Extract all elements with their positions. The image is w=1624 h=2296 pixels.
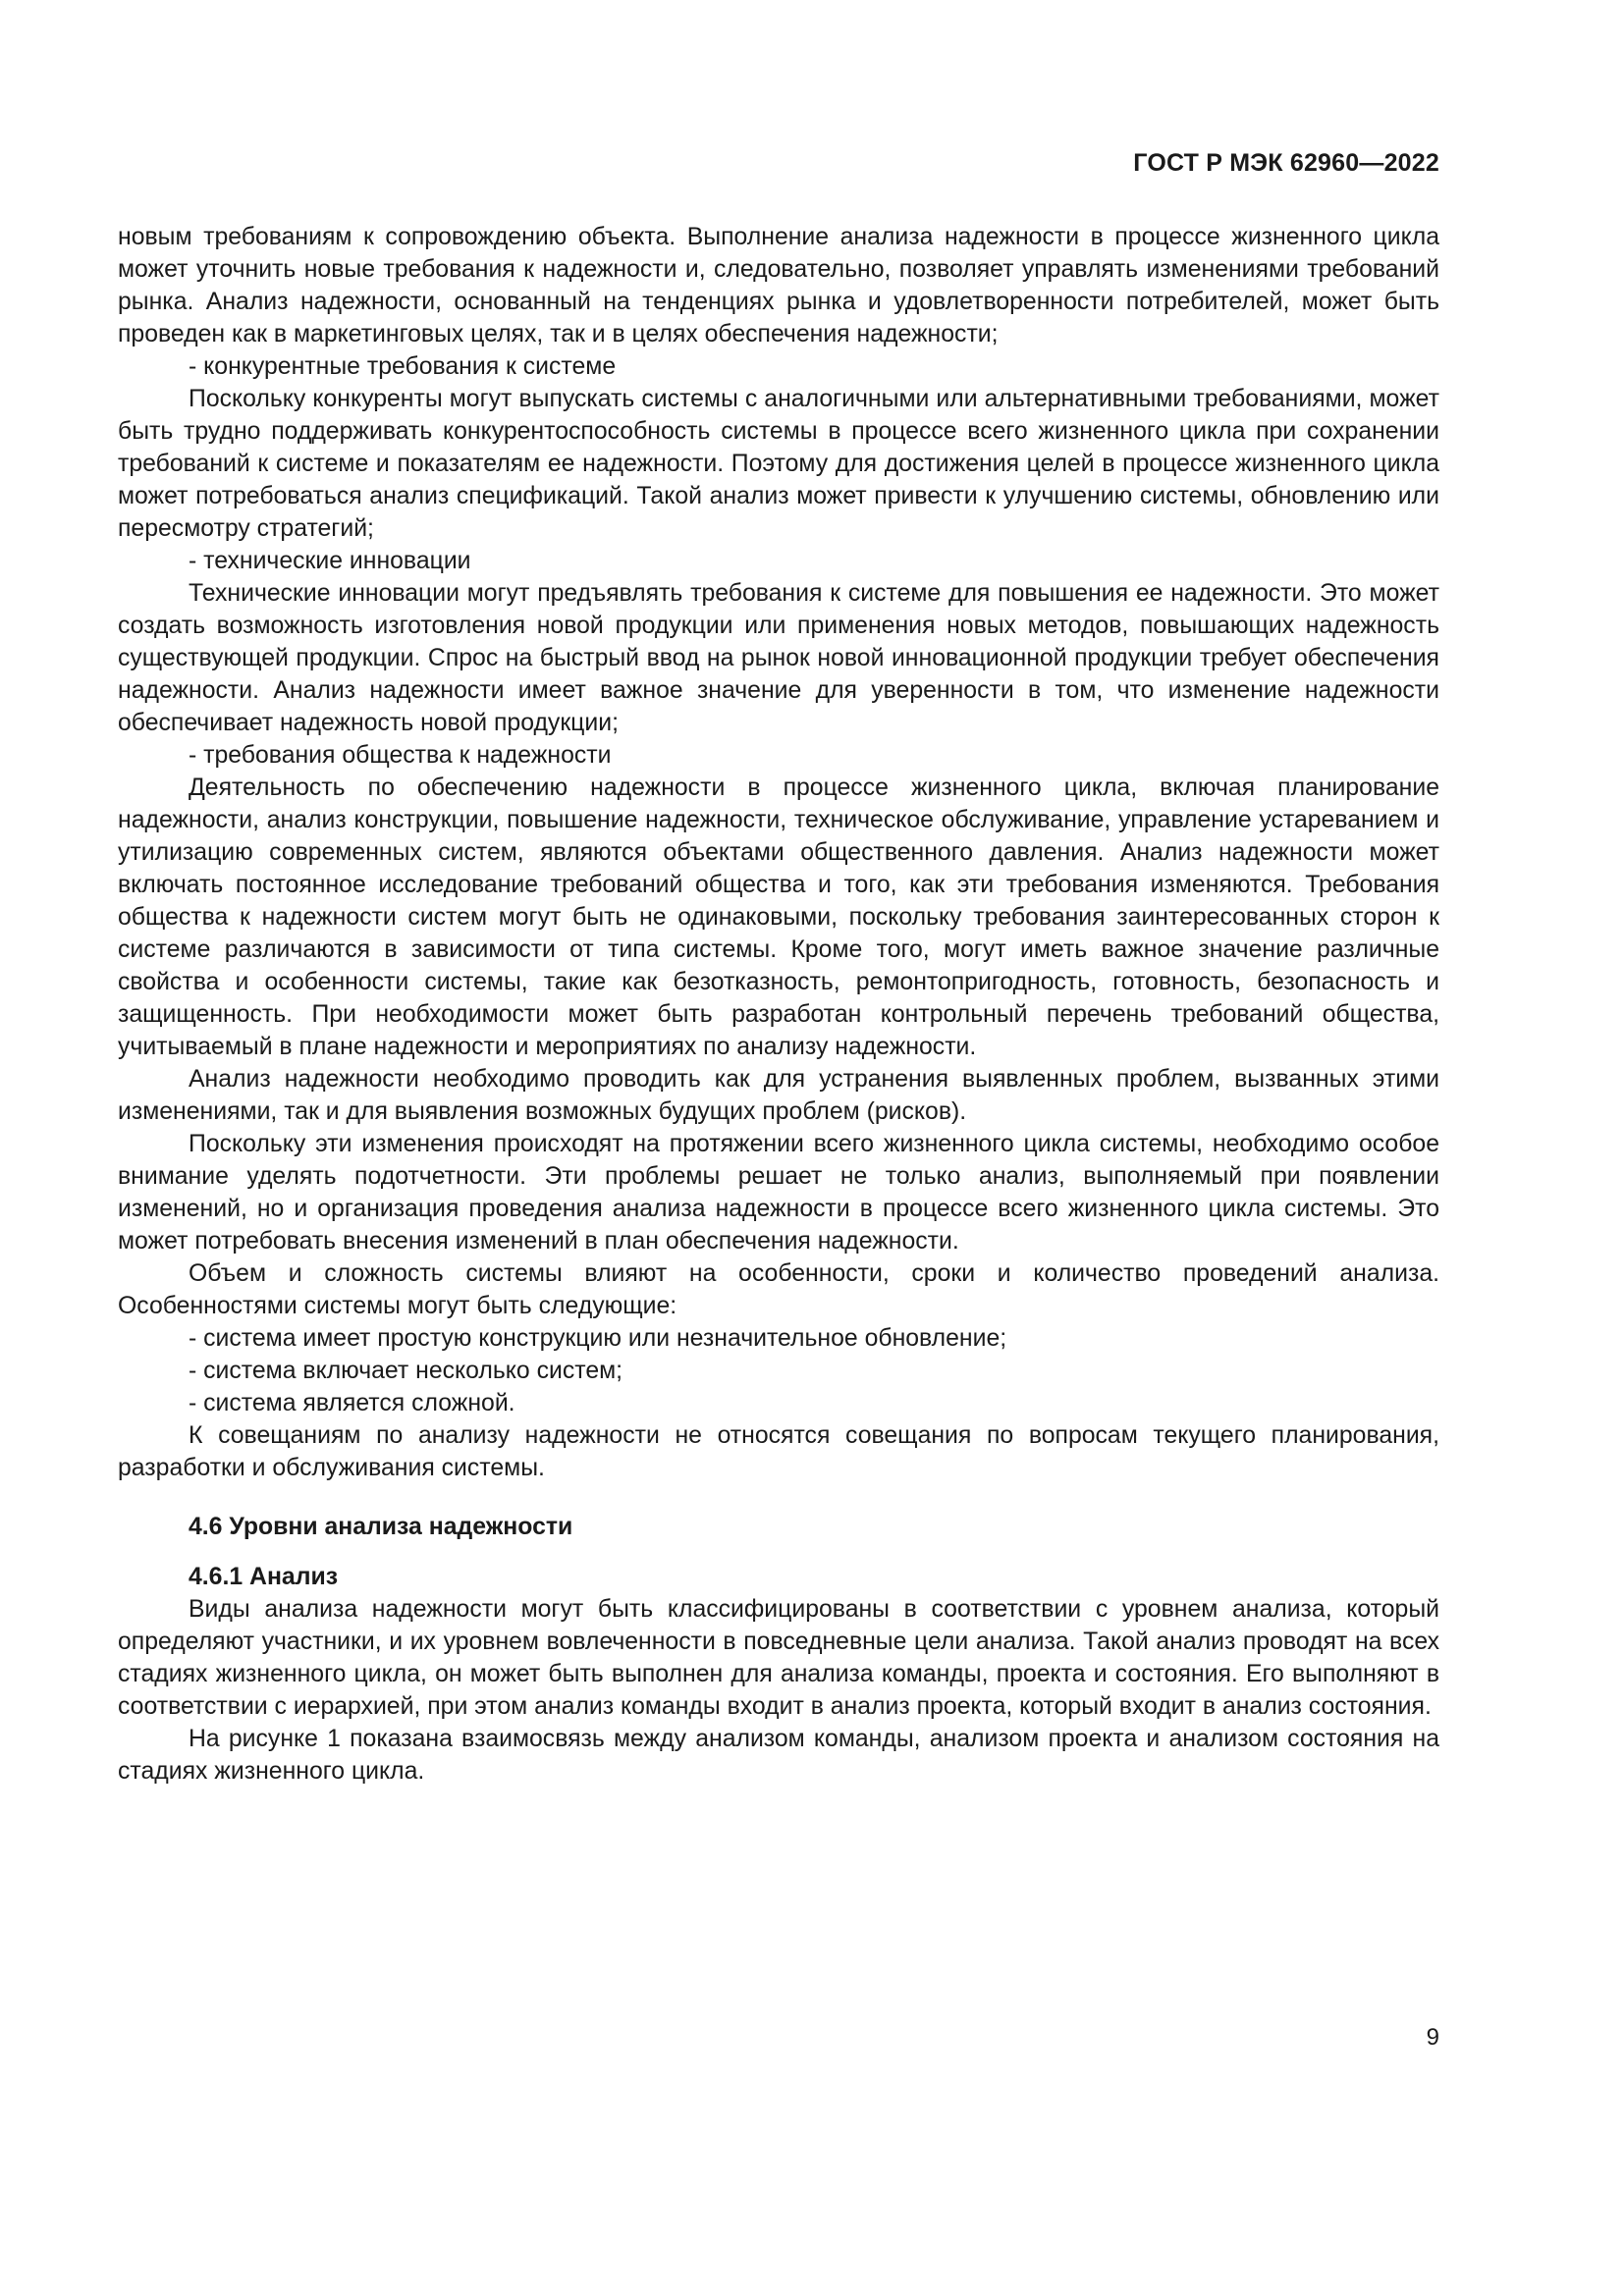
document-code-header: ГОСТ Р МЭК 62960—2022 (1133, 149, 1439, 177)
list-item-society-requirements: - требования общества к надежности (189, 742, 612, 769)
paragraph-system-features: Объем и сложность системы влияют на особенности, сроки и количество проведений анализа. Особенностями системы могут быть следующие: (118, 1260, 1439, 1319)
page-number: 9 (1426, 2024, 1439, 2051)
paragraph-analysis-types: Виды анализа надежности могут быть классифицированы в соответствии с уровнем анализа, который определяют участники, и их уровнем вовлеченности в повседневные цели анализа. Такой анализ проводят на всех стадиях жизненного цикла, он может быть выполнен для анализа команды, проекта и состояния. Его выполняют в соответствии с иерархией, при этом анализ команды входит в анализ проекта, который входит в анализ состояния. (118, 1596, 1439, 1720)
paragraph-society: Деятельность по обеспечению надежности в процессе жизненного цикла, включая планирование надежности, анализ конструкции, повышение надежности, техническое обслуживание, управление устареванием и утилизацию современных систем, являются объектами общественного давления. Анализ надежности может включать постоянное исследование требований общества и того, как эти требования изменяются. Требования общества к надежности систем могут быть не одинаковыми, поскольку требования заинтересованных сторон к системе различаются в зависимости от типа системы. Кроме того, могут иметь важное значение различные свойства и особенности системы, такие как безотказность, ремонтопригодность, готовность, безопасность и защищенность. При необходимости может быть разработан контрольный перечень требований общества, учитываемый в плане надежности и мероприятиях по анализу надежности. (118, 774, 1439, 1060)
list-item-complex-system: - система является сложной. (189, 1390, 515, 1416)
paragraph-continuation: новым требованиям к сопровождению объекта. Выполнение анализа надежности в процессе жизненного цикла может уточнить новые требования к надежности и, следовательно, позволяет управлять изменениями требований рынка. Анализ надежности, основанный на тенденциях рынка и удовлетворенности потребителей, может быть проведен как в маркетинговых целях, так и в целях обеспечения надежности; (118, 224, 1439, 347)
section-heading-4-6: 4.6 Уровни анализа надежности (189, 1514, 573, 1540)
paragraph-figure-reference: На рисунке 1 показана взаимосвязь между анализом команды, анализом проекта и анализом состояния на стадиях жизненного цикла. (118, 1726, 1439, 1785)
paragraph-analysis-purpose: Анализ надежности необходимо проводить как для устранения выявленных проблем, вызванных этими изменениями, так и для выявления возможных будущих проблем (рисков). (118, 1066, 1439, 1125)
paragraph-meetings: К совещаниям по анализу надежности не относятся совещания по вопросам текущего планирования, разработки и обслуживания системы. (118, 1422, 1439, 1481)
list-item-competitive-requirements: - конкурентные требования к системе (189, 353, 617, 380)
list-item-simple-design: - система имеет простую конструкцию или незначительное обновление; (189, 1325, 1007, 1352)
list-item-several-systems: - система включает несколько систем; (189, 1358, 623, 1384)
body-text (118, 221, 1439, 1788)
subsection-heading-4-6-1: 4.6.1 Анализ (189, 1564, 339, 1590)
paragraph-competitors: Поскольку конкуренты могут выпускать системы с аналогичными или альтернативными требованиями, может быть трудно поддерживать конкурентоспособность системы в процессе всего жизненного цикла при сохранении требований к системе и показателям ее надежности. Поэтому для достижения целей в процессе жизненного цикла может потребоваться анализ спецификаций. Такой анализ может привести к улучшению системы, обновлению или пересмотру стратегий; (118, 386, 1439, 542)
paragraph-accountability: Поскольку эти изменения происходят на протяжении всего жизненного цикла системы, необходимо особое внимание уделять подотчетности. Эти проблемы решает не только анализ, выполняемый при появлении изменений, но и организация проведения анализа надежности в процессе всего жизненного цикла системы. Это может потребовать внесения изменений в план обеспечения надежности. (118, 1131, 1439, 1255)
paragraph-innovations: Технические инновации могут предъявлять требования к системе для повышения ее надежности. Это может создать возможность изготовления новой продукции или применения новых методов, повышающих надежность существующей продукции. Спрос на быстрый ввод на рынок новой инновационной продукции требует обеспечения надежности. Анализ надежности имеет важное значение для уверенности в том, что изменение надежности обеспечивает надежность новой продукции; (118, 580, 1439, 736)
list-item-technical-innovations: - технические инновации (189, 548, 471, 574)
